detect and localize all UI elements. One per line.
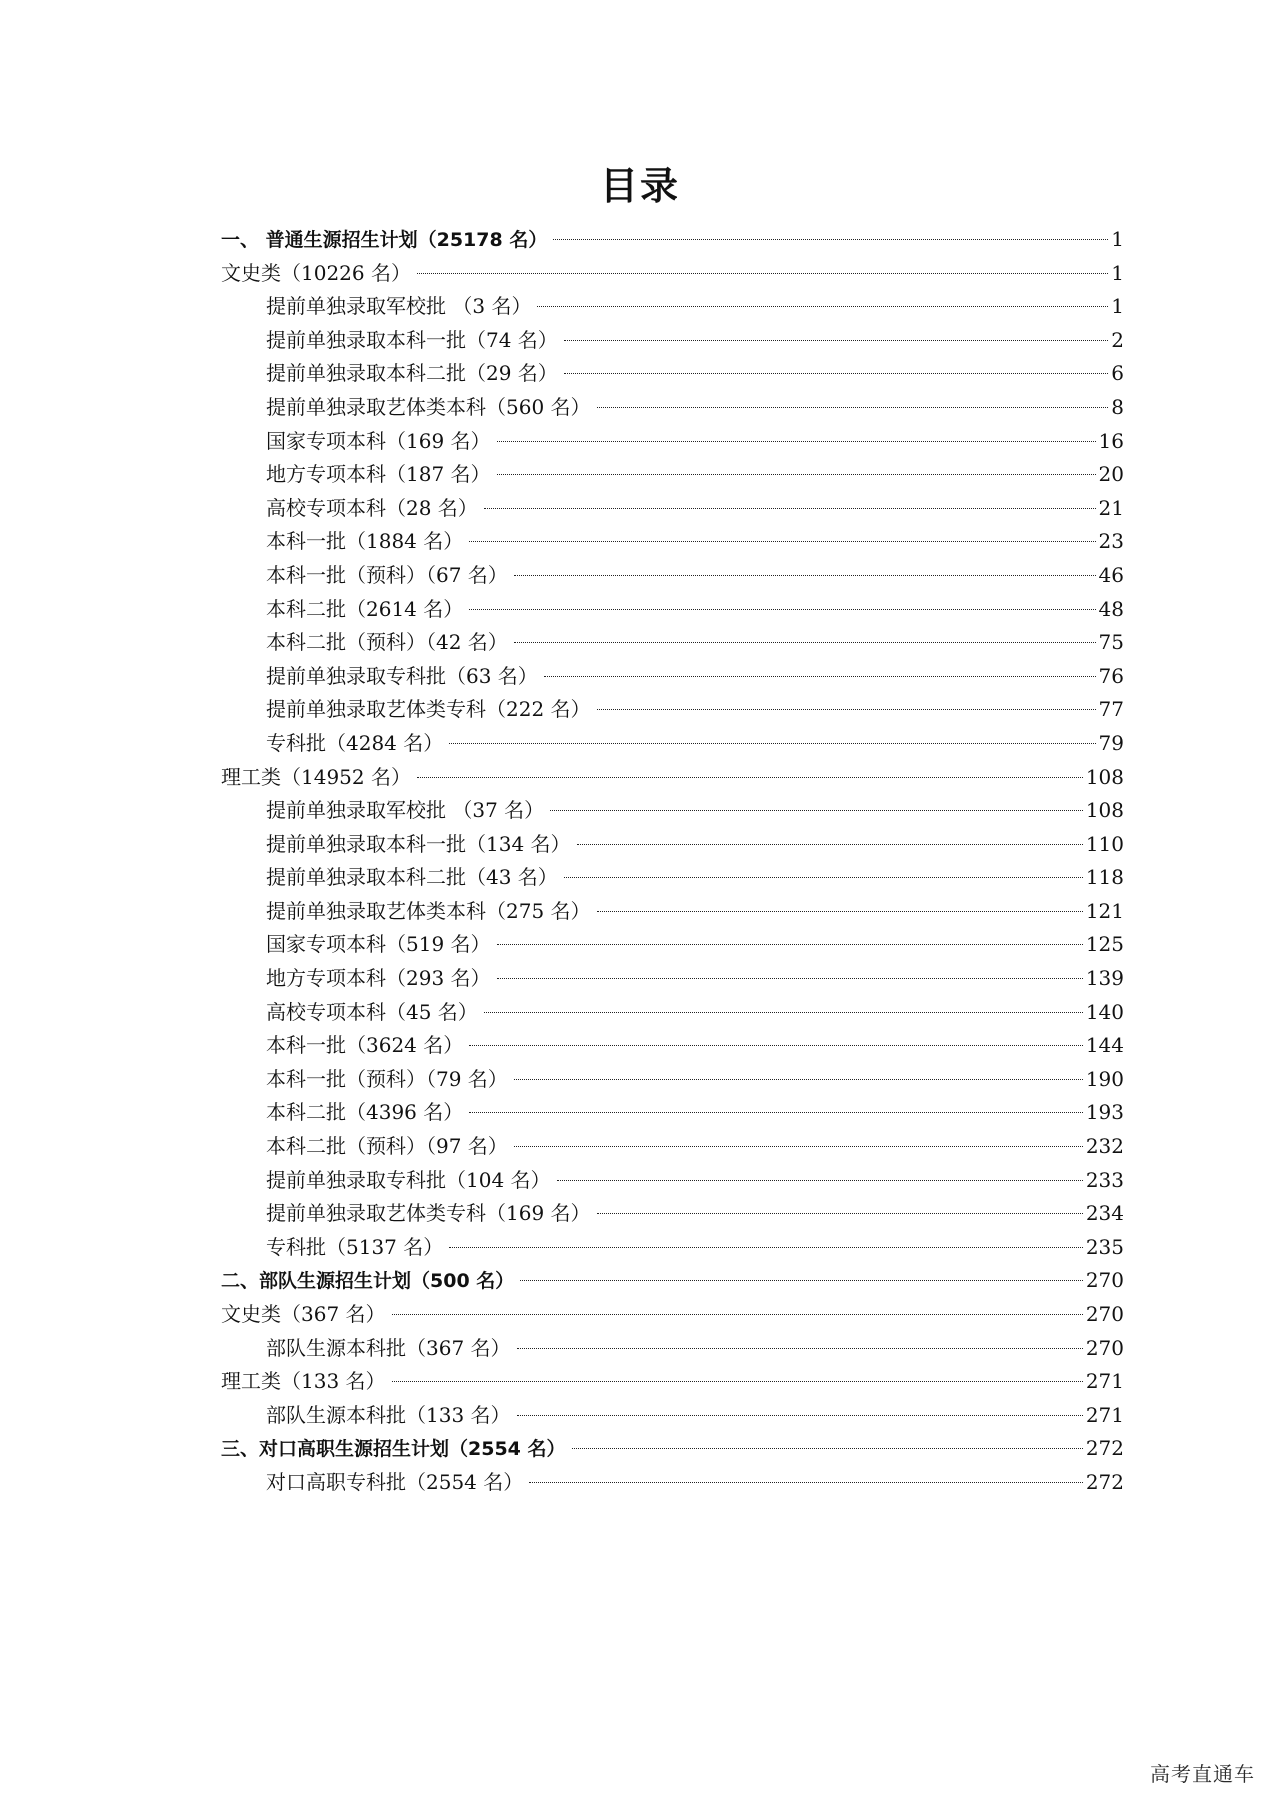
toc-entry-page-number: 48 (1098, 596, 1124, 621)
toc-entry[interactable] (221, 727, 1124, 761)
toc-dot-leader (550, 810, 1083, 811)
toc-entry[interactable] (221, 324, 1124, 358)
toc-entry-label: 本科一批（预科）（79 名） (266, 1066, 508, 1091)
toc-dot-leader (514, 1146, 1083, 1147)
toc-entry[interactable] (221, 1264, 1124, 1298)
toc-entry-page-number: 1 (1111, 260, 1124, 285)
toc-entry[interactable] (221, 525, 1124, 559)
toc-dot-leader (449, 1247, 1083, 1248)
toc-entry-label: 提前单独录取军校批 （37 名） (266, 798, 545, 823)
toc-dot-leader (564, 373, 1108, 374)
toc-entry-label: 对口高职专科批（2554 名） (266, 1469, 524, 1494)
toc-entry-page-number: 270 (1085, 1268, 1124, 1293)
toc-dot-leader (514, 642, 1096, 643)
toc-entry-label: 专科批（5137 名） (266, 1234, 444, 1259)
toc-dot-leader (597, 407, 1109, 408)
toc-entry[interactable] (221, 425, 1124, 459)
toc-entry-label: 二、部队生源招生计划（500 名） (221, 1270, 515, 1293)
toc-entry-label: 一、 普通生源招生计划（25178 名） (221, 229, 548, 251)
toc-entry-page-number: 79 (1098, 730, 1124, 755)
toc-dot-leader (497, 441, 1096, 442)
toc-entry[interactable] (221, 1130, 1124, 1164)
toc-entry-page-number: 21 (1098, 495, 1124, 520)
toc-entry[interactable] (221, 492, 1124, 526)
toc-dot-leader (469, 1112, 1083, 1113)
toc-dot-leader (597, 911, 1083, 912)
toc-entry[interactable] (221, 1332, 1124, 1366)
toc-dot-leader (529, 1482, 1083, 1483)
toc-entry-label: 本科一批（1884 名） (266, 529, 464, 554)
table-of-contents (221, 223, 1124, 1500)
toc-entry-page-number: 270 (1085, 1335, 1124, 1360)
toc-entry-label: 专科批（4284 名） (266, 730, 444, 755)
toc-entry-label: 提前单独录取艺体类专科（169 名） (266, 1201, 591, 1226)
toc-entry-label: 提前单独录取艺体类专科（222 名） (266, 697, 591, 722)
toc-entry[interactable] (221, 391, 1124, 425)
toc-entry-label: 本科二批（预科）（42 名） (266, 630, 508, 655)
toc-entry-label: 提前单独录取专科批（104 名） (266, 1167, 551, 1192)
toc-entry-label: 提前单独录取本科二批（29 名） (266, 361, 558, 386)
toc-entry-label: 文史类（10226 名） (221, 260, 411, 285)
toc-dot-leader (392, 1381, 1083, 1382)
toc-entry-page-number: 110 (1085, 831, 1124, 856)
toc-entry-page-number: 20 (1098, 462, 1124, 487)
toc-dot-leader (517, 1415, 1083, 1416)
watermark: 高考直通车 (1150, 1762, 1255, 1786)
toc-dot-leader (497, 474, 1096, 475)
toc-entry-page-number: 75 (1098, 630, 1124, 655)
toc-dot-leader (564, 340, 1108, 341)
toc-entry-page-number: 233 (1085, 1167, 1124, 1192)
toc-entry-page-number: 193 (1085, 1100, 1124, 1125)
toc-entry-label: 文史类（367 名） (221, 1302, 386, 1326)
toc-entry-label: 本科二批（2614 名） (266, 596, 464, 621)
toc-dot-leader (572, 1448, 1083, 1449)
toc-entry-page-number: 2 (1111, 327, 1124, 352)
toc-entry-page-number: 8 (1111, 394, 1124, 419)
toc-entry[interactable] (221, 290, 1124, 324)
toc-entry-label: 提前单独录取本科二批（43 名） (266, 865, 558, 890)
toc-entry-page-number: 272 (1085, 1469, 1124, 1494)
toc-entry-label: 三、对口高职生源招生计划（2554 名） (221, 1438, 566, 1461)
toc-entry[interactable] (221, 794, 1124, 828)
toc-entry-page-number: 76 (1098, 663, 1124, 688)
toc-dot-leader (484, 508, 1096, 509)
toc-entry-label: 部队生源本科批（367 名） (266, 1335, 511, 1360)
toc-entry-label: 提前单独录取本科一批（134 名） (266, 831, 571, 856)
toc-entry-page-number: 1 (1111, 227, 1124, 251)
toc-entry-page-number: 6 (1111, 361, 1124, 386)
toc-entry-page-number: 140 (1085, 999, 1124, 1024)
toc-dot-leader (497, 978, 1083, 979)
toc-entry[interactable] (221, 1298, 1124, 1332)
toc-entry-label: 提前单独录取专科批（63 名） (266, 663, 538, 688)
toc-entry-label: 提前单独录取军校批 （3 名） (266, 294, 532, 319)
page-title: 目录 (599, 164, 680, 208)
toc-entry-page-number: 234 (1085, 1201, 1124, 1226)
toc-entry-label: 部队生源本科批（133 名） (266, 1402, 511, 1427)
toc-dot-leader (469, 609, 1095, 610)
toc-entry-page-number: 1 (1111, 294, 1124, 319)
toc-entry-label: 本科一批（3624 名） (266, 1033, 464, 1058)
toc-entry[interactable] (221, 1096, 1124, 1130)
toc-dot-leader (497, 944, 1083, 945)
toc-entry[interactable] (221, 928, 1124, 962)
toc-dot-leader (517, 1348, 1083, 1349)
toc-entry[interactable] (221, 761, 1124, 795)
toc-entry[interactable] (221, 1399, 1124, 1433)
toc-entry[interactable] (221, 1029, 1124, 1063)
toc-entry[interactable] (221, 223, 1124, 257)
toc-entry-label: 理工类（133 名） (221, 1369, 386, 1394)
toc-dot-leader (392, 1314, 1083, 1315)
toc-entry-label: 地方专项本科（293 名） (266, 966, 491, 991)
toc-dot-leader (417, 273, 1108, 274)
toc-dot-leader (557, 1180, 1083, 1181)
toc-entry-page-number: 46 (1098, 562, 1124, 587)
toc-entry[interactable] (221, 257, 1124, 291)
toc-entry-page-number: 235 (1085, 1234, 1124, 1259)
toc-entry[interactable] (221, 962, 1124, 996)
toc-dot-leader (577, 844, 1083, 845)
toc-entry[interactable] (221, 828, 1124, 862)
toc-entry-label: 本科二批（4396 名） (266, 1100, 464, 1125)
toc-entry-page-number: 16 (1098, 428, 1124, 453)
toc-dot-leader (597, 1213, 1083, 1214)
toc-entry[interactable] (221, 1164, 1124, 1198)
toc-entry-label: 地方专项本科（187 名） (266, 462, 491, 487)
toc-entry-label: 提前单独录取艺体类本科（275 名） (266, 898, 591, 923)
toc-entry[interactable] (221, 1063, 1124, 1097)
toc-entry-page-number: 139 (1085, 966, 1124, 991)
toc-entry-label: 提前单独录取本科一批（74 名） (266, 327, 558, 352)
toc-entry-label: 高校专项本科（45 名） (266, 999, 478, 1024)
toc-dot-leader (564, 877, 1083, 878)
toc-entry-page-number: 121 (1085, 898, 1124, 923)
toc-dot-leader (537, 306, 1108, 307)
toc-dot-leader (597, 709, 1096, 710)
toc-entry-page-number: 77 (1098, 697, 1124, 722)
toc-entry[interactable] (221, 593, 1124, 627)
toc-entry-label: 国家专项本科（169 名） (266, 428, 491, 453)
toc-entry[interactable] (221, 996, 1124, 1030)
toc-entry-page-number: 272 (1085, 1436, 1124, 1461)
toc-entry-page-number: 144 (1085, 1033, 1124, 1058)
toc-entry[interactable] (221, 895, 1124, 929)
toc-entry-label: 本科二批（预科）（97 名） (266, 1134, 508, 1159)
toc-dot-leader (417, 777, 1083, 778)
toc-entry-label: 理工类（14952 名） (221, 764, 411, 789)
toc-dot-leader (449, 743, 1095, 744)
toc-entry-page-number: 271 (1085, 1402, 1124, 1427)
toc-dot-leader (514, 575, 1096, 576)
toc-dot-leader (469, 1045, 1083, 1046)
toc-entry[interactable] (221, 1432, 1124, 1466)
toc-entry-page-number: 118 (1085, 865, 1124, 890)
toc-entry[interactable] (221, 861, 1124, 895)
toc-dot-leader (514, 1079, 1083, 1080)
toc-entry[interactable] (221, 1466, 1124, 1500)
toc-entry-label: 提前单独录取艺体类本科（560 名） (266, 394, 591, 419)
toc-entry-page-number: 232 (1085, 1134, 1124, 1159)
toc-entry-label: 高校专项本科（28 名） (266, 495, 478, 520)
toc-entry[interactable] (221, 660, 1124, 694)
toc-entry-page-number: 270 (1085, 1302, 1124, 1326)
toc-entry-page-number: 190 (1085, 1066, 1124, 1091)
toc-entry-label: 国家专项本科（519 名） (266, 932, 491, 957)
toc-entry[interactable] (221, 693, 1124, 727)
toc-entry[interactable] (221, 1197, 1124, 1231)
toc-entry-page-number: 125 (1085, 932, 1124, 957)
toc-entry-page-number: 108 (1085, 798, 1124, 823)
toc-entry[interactable] (221, 626, 1124, 660)
toc-dot-leader (544, 676, 1096, 677)
toc-dot-leader (469, 541, 1095, 542)
toc-dot-leader (553, 239, 1108, 240)
toc-entry-page-number: 108 (1085, 764, 1124, 789)
toc-entry-page-number: 271 (1085, 1369, 1124, 1394)
toc-entry[interactable] (221, 1365, 1124, 1399)
toc-dot-leader (520, 1280, 1083, 1281)
toc-entry[interactable] (221, 458, 1124, 492)
toc-entry[interactable] (221, 357, 1124, 391)
toc-entry[interactable] (221, 559, 1124, 593)
toc-entry[interactable] (221, 1231, 1124, 1265)
toc-dot-leader (484, 1012, 1083, 1013)
toc-entry-label: 本科一批（预科）（67 名） (266, 562, 508, 587)
toc-entry-page-number: 23 (1098, 529, 1124, 554)
